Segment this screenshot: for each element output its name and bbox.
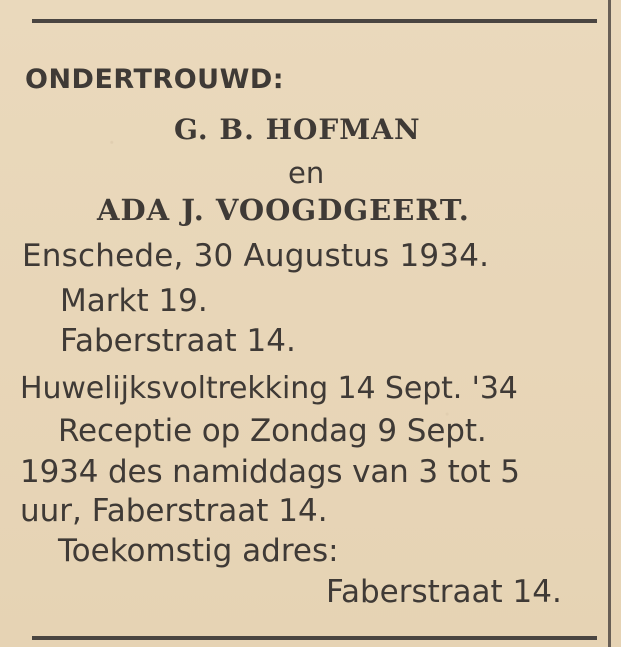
address-line-2: Faberstraat 14. xyxy=(60,323,296,359)
top-rule xyxy=(32,19,597,23)
bride-name: ADA J. VOOGDGEERT. xyxy=(97,193,470,227)
bottom-rule xyxy=(32,636,597,640)
reception-line-1: Receptie op Zondag 9 Sept. xyxy=(58,413,487,449)
future-address-label: Toekomstig adres: xyxy=(58,533,339,569)
joiner-word: en xyxy=(288,156,325,190)
right-border-line xyxy=(608,0,611,647)
place-date-line: Enschede, 30 Augustus 1934. xyxy=(22,238,490,274)
heading: ONDERTROUWD: xyxy=(25,64,285,95)
future-address: Faberstraat 14. xyxy=(326,574,562,610)
reception-line-2: 1934 des namiddags van 3 tot 5 xyxy=(20,454,520,490)
groom-name: G. B. HOFMAN xyxy=(174,113,421,146)
reception-line-3: uur, Faberstraat 14. xyxy=(20,493,328,529)
address-line-1: Markt 19. xyxy=(60,283,208,319)
wedding-line: Huwelijksvoltrekking 14 Sept. '34 xyxy=(20,371,518,406)
